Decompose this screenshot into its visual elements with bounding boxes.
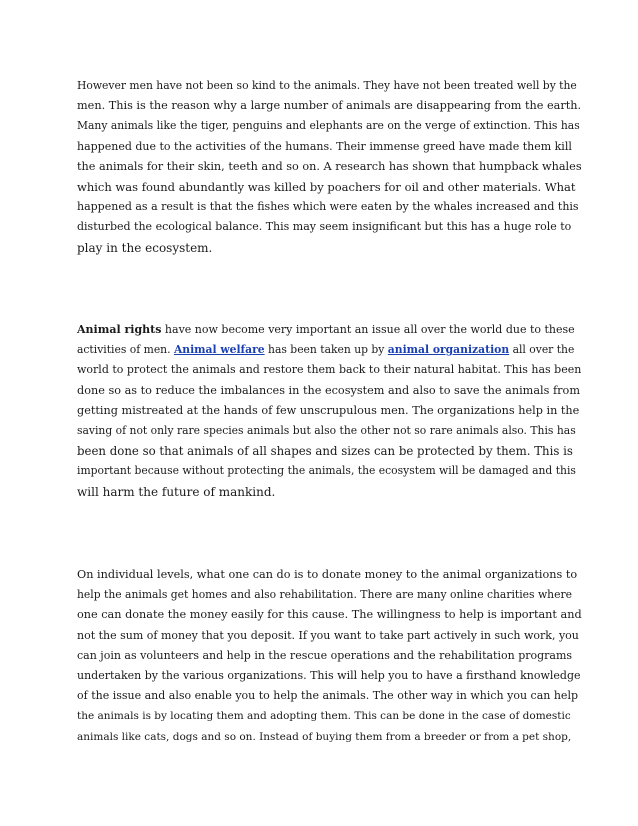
text-line [77,340,577,360]
text-fragment: activities of men. [77,343,174,357]
text-line: saving of not only rare species animals but also the other not so rare animals also. This has [77,423,576,437]
text-line: world to protect the animals and restore them back to their natural habitat. This has been [77,363,582,377]
text-line: which was found abundantly was killed by poachers for oil and other materials. What [77,179,576,194]
text-line: On individual levels, what one can do is to donate money to the animal organizations to [77,568,578,581]
text-line: one can donate the money easily for this cause. The willingness to help is important and [77,608,582,622]
text-line: Many animals like the tiger, penguins and elephants are on the verge of extinction. This has [77,119,580,133]
text-line: not the sum of money that you deposit. If you want to take part actively in such work, you [77,628,579,642]
bold-term-animal-rights: Animal rights [77,323,162,336]
animal-organization-link[interactable]: animal organization [387,343,510,357]
text-line: been done so that animals of all shapes and sizes can be protected by them. This is [77,444,573,459]
text-line: the animals is by locating them and adopting them. This can be done in the case of domestic [77,710,571,723]
text-line: will harm the future of mankind. [77,484,276,499]
text-line: men. This is the reason why a large number of animals are disappearing from the earth. [77,99,582,113]
text-line: play in the ecosystem. [77,240,213,255]
text-line: getting mistreated at the hands of few unscrupulous men. The organizations help in the [77,403,580,417]
text-line: done so as to reduce the imbalances in the ecosystem and also to save the animals from [77,383,580,397]
text-line: However men have not been so kind to the animals. They have not been treated well by the [77,79,577,92]
text-line: can join as volunteers and help in the rescue operations and the rehabilitation programs [77,648,573,662]
paragraph-extinction [77,76,582,258]
text-fragment: have now become very important an issue all over the world due to these [161,323,575,336]
text-line: animals like cats, dogs and so on. Instead of buying them from a breeder or from a pet shop, [77,730,572,743]
text-line: happened due to the activities of the humans. Their immense greed have made them kill [77,139,572,153]
text-line [77,320,577,340]
text-line: help the animals get homes and also rehabilitation. There are many online charities where [77,588,572,602]
text-fragment: all over the [509,343,575,357]
text-line: important because without protecting the animals, the ecosystem will be damaged and this [77,464,576,478]
text-line: of the issue and also enable you to help the animals. The other way in which you can help [77,689,578,703]
paragraph-individual-levels [77,565,582,747]
animal-welfare-link[interactable]: Animal welfare [173,343,265,357]
text-line: undertaken by the various organizations. This will help you to have a firsthand knowledge [77,668,581,682]
text-line: happened as a result is that the fishes which were eaten by the whales increased and this [77,200,579,214]
text-line: the animals for their skin, teeth and so on. A research has shown that humpback whales [77,159,582,173]
text-fragment: has been taken up by [264,343,388,357]
paragraph-animal-rights [77,320,582,502]
text-line: disturbed the ecological balance. This may seem insignificant but this has a huge role to [77,220,572,234]
